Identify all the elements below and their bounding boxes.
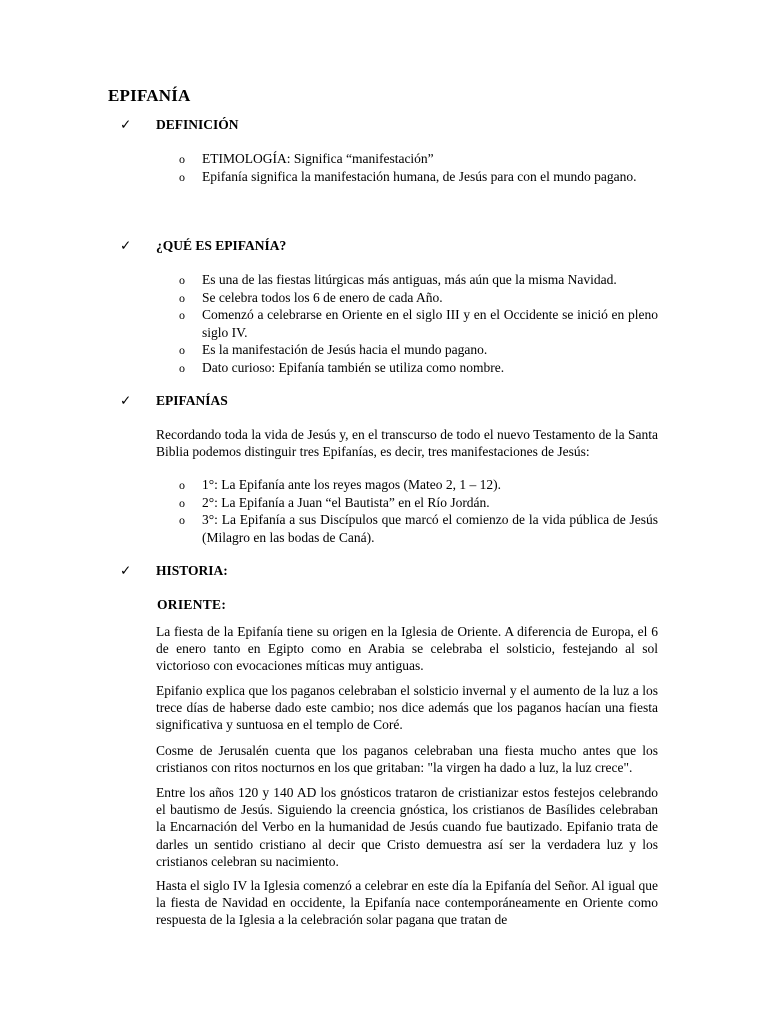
list-item: o 1°: La Epifanía ante los reyes magos (Mateo 2, 1 – 12).: [176, 476, 658, 494]
list-item: o Comenzó a celebrarse en Oriente en el siglo III y en el Occidente se inició en pleno siglo IV.: [179, 307, 658, 340]
list-item: o Es una de las fiestas litúrgicas más antiguas, más aún que la misma Navidad.: [176, 271, 658, 289]
paragraph: Entre los años 120 y 140 AD los gnósticos trataron de cristianizar estos festejos celebrando el bautismo de Jesús. Siguiendo la creencia gnóstica, los cristianos de Basílides celebraban la Encarnación del Verbo en la humanidad de Jesús cuando fue bautizado. Epifanio trata de darles un sentido cristiano al decir que Cristo demuestra así ser la verdadera luz y los cristianos celebran su nacimiento.: [156, 785, 658, 869]
section-heading-label: HISTORIA:: [156, 563, 228, 578]
que-es-list: [176, 271, 658, 376]
bullet-icon: o: [179, 152, 185, 166]
list-item: o Es la manifestación de Jesús hacia el mundo pagano.: [176, 341, 658, 359]
paragraph: Cosme de Jerusalén cuenta que los paganos celebraban una fiesta mucho antes que los cristianos con ritos nocturnos en los que gritaban: "la virgen ha dado a luz, la luz crece".: [156, 743, 658, 776]
section-heading-definicion: [120, 117, 239, 133]
bullet-icon: o: [179, 478, 185, 492]
section-heading-epifanias: [120, 393, 228, 409]
document-title: EPIFANÍA: [108, 86, 191, 105]
section-heading-label: ¿QUÉ ES EPIFANÍA?: [156, 238, 287, 253]
epifanias-intro: Recordando toda la vida de Jesús y, en el transcurso de todo el nuevo Testamento de la Santa Biblia podemos distinguir tres Epifanías, es decir, tres manifestaciones de Jesús:: [156, 427, 658, 460]
bullet-icon: o: [179, 308, 185, 322]
checkmark-icon: ✓: [120, 238, 132, 253]
checkmark-icon: ✓: [120, 393, 132, 408]
section-heading-label: DEFINICIÓN: [156, 117, 239, 132]
paragraph: Epifanio explica que los paganos celebraban el solsticio invernal y el aumento de la luz a los trece días de haberse dado este cambio; nos dice además que los paganos hacían una fiesta significativa y suntuosa en el templo de Coré.: [156, 683, 658, 733]
bullet-icon: o: [179, 290, 185, 305]
section-heading-historia: [120, 563, 228, 579]
bullet-icon: o: [179, 169, 185, 184]
list-item: o 3°: La Epifanía a sus Discípulos que marcó el comienzo de la vida pública de Jesús (Milagro en las bodas de Caná).: [179, 512, 658, 545]
paragraph: Hasta el siglo IV la Iglesia comenzó a celebrar en este día la Epifanía del Señor. Al igual que la fiesta de Navidad en occidente, la Epifanía nace contemporáneamente en Oriente como respuesta de la Iglesia a la celebración solar pagana que tratan de: [156, 878, 658, 928]
bullet-icon: o: [179, 273, 185, 287]
list-item: o Se celebra todos los 6 de enero de cada Año.: [176, 289, 658, 307]
epifanias-list: [176, 476, 658, 546]
bullet-icon: o: [179, 343, 185, 357]
definicion-list: [176, 150, 658, 185]
section-heading-que-es: [120, 238, 286, 254]
bullet-icon: o: [179, 495, 185, 510]
bullet-icon: o: [179, 360, 185, 375]
checkmark-icon: ✓: [120, 563, 132, 578]
list-item: o 2°: La Epifanía a Juan “el Bautista” en el Río Jordán.: [176, 494, 658, 512]
checkmark-icon: ✓: [120, 117, 132, 132]
section-heading-label: EPIFANÍAS: [156, 393, 228, 408]
list-item: o ETIMOLOGÍA: Significa “manifestación”: [176, 150, 658, 168]
bullet-icon: o: [179, 513, 185, 527]
paragraph: La fiesta de la Epifanía tiene su origen en la Iglesia de Oriente. A diferencia de Europa, el 6 de enero tanto en Egipto como en Arabia se celebraba el solsticio, festejando al sol victorioso con evocaciones míticas muy antiguas.: [156, 624, 658, 674]
list-item: o Epifanía significa la manifestación humana, de Jesús para con el mundo pagano.: [176, 168, 658, 186]
subheading-oriente: ORIENTE:: [157, 597, 227, 612]
list-item: o Dato curioso: Epifanía también se utiliza como nombre.: [176, 359, 658, 377]
